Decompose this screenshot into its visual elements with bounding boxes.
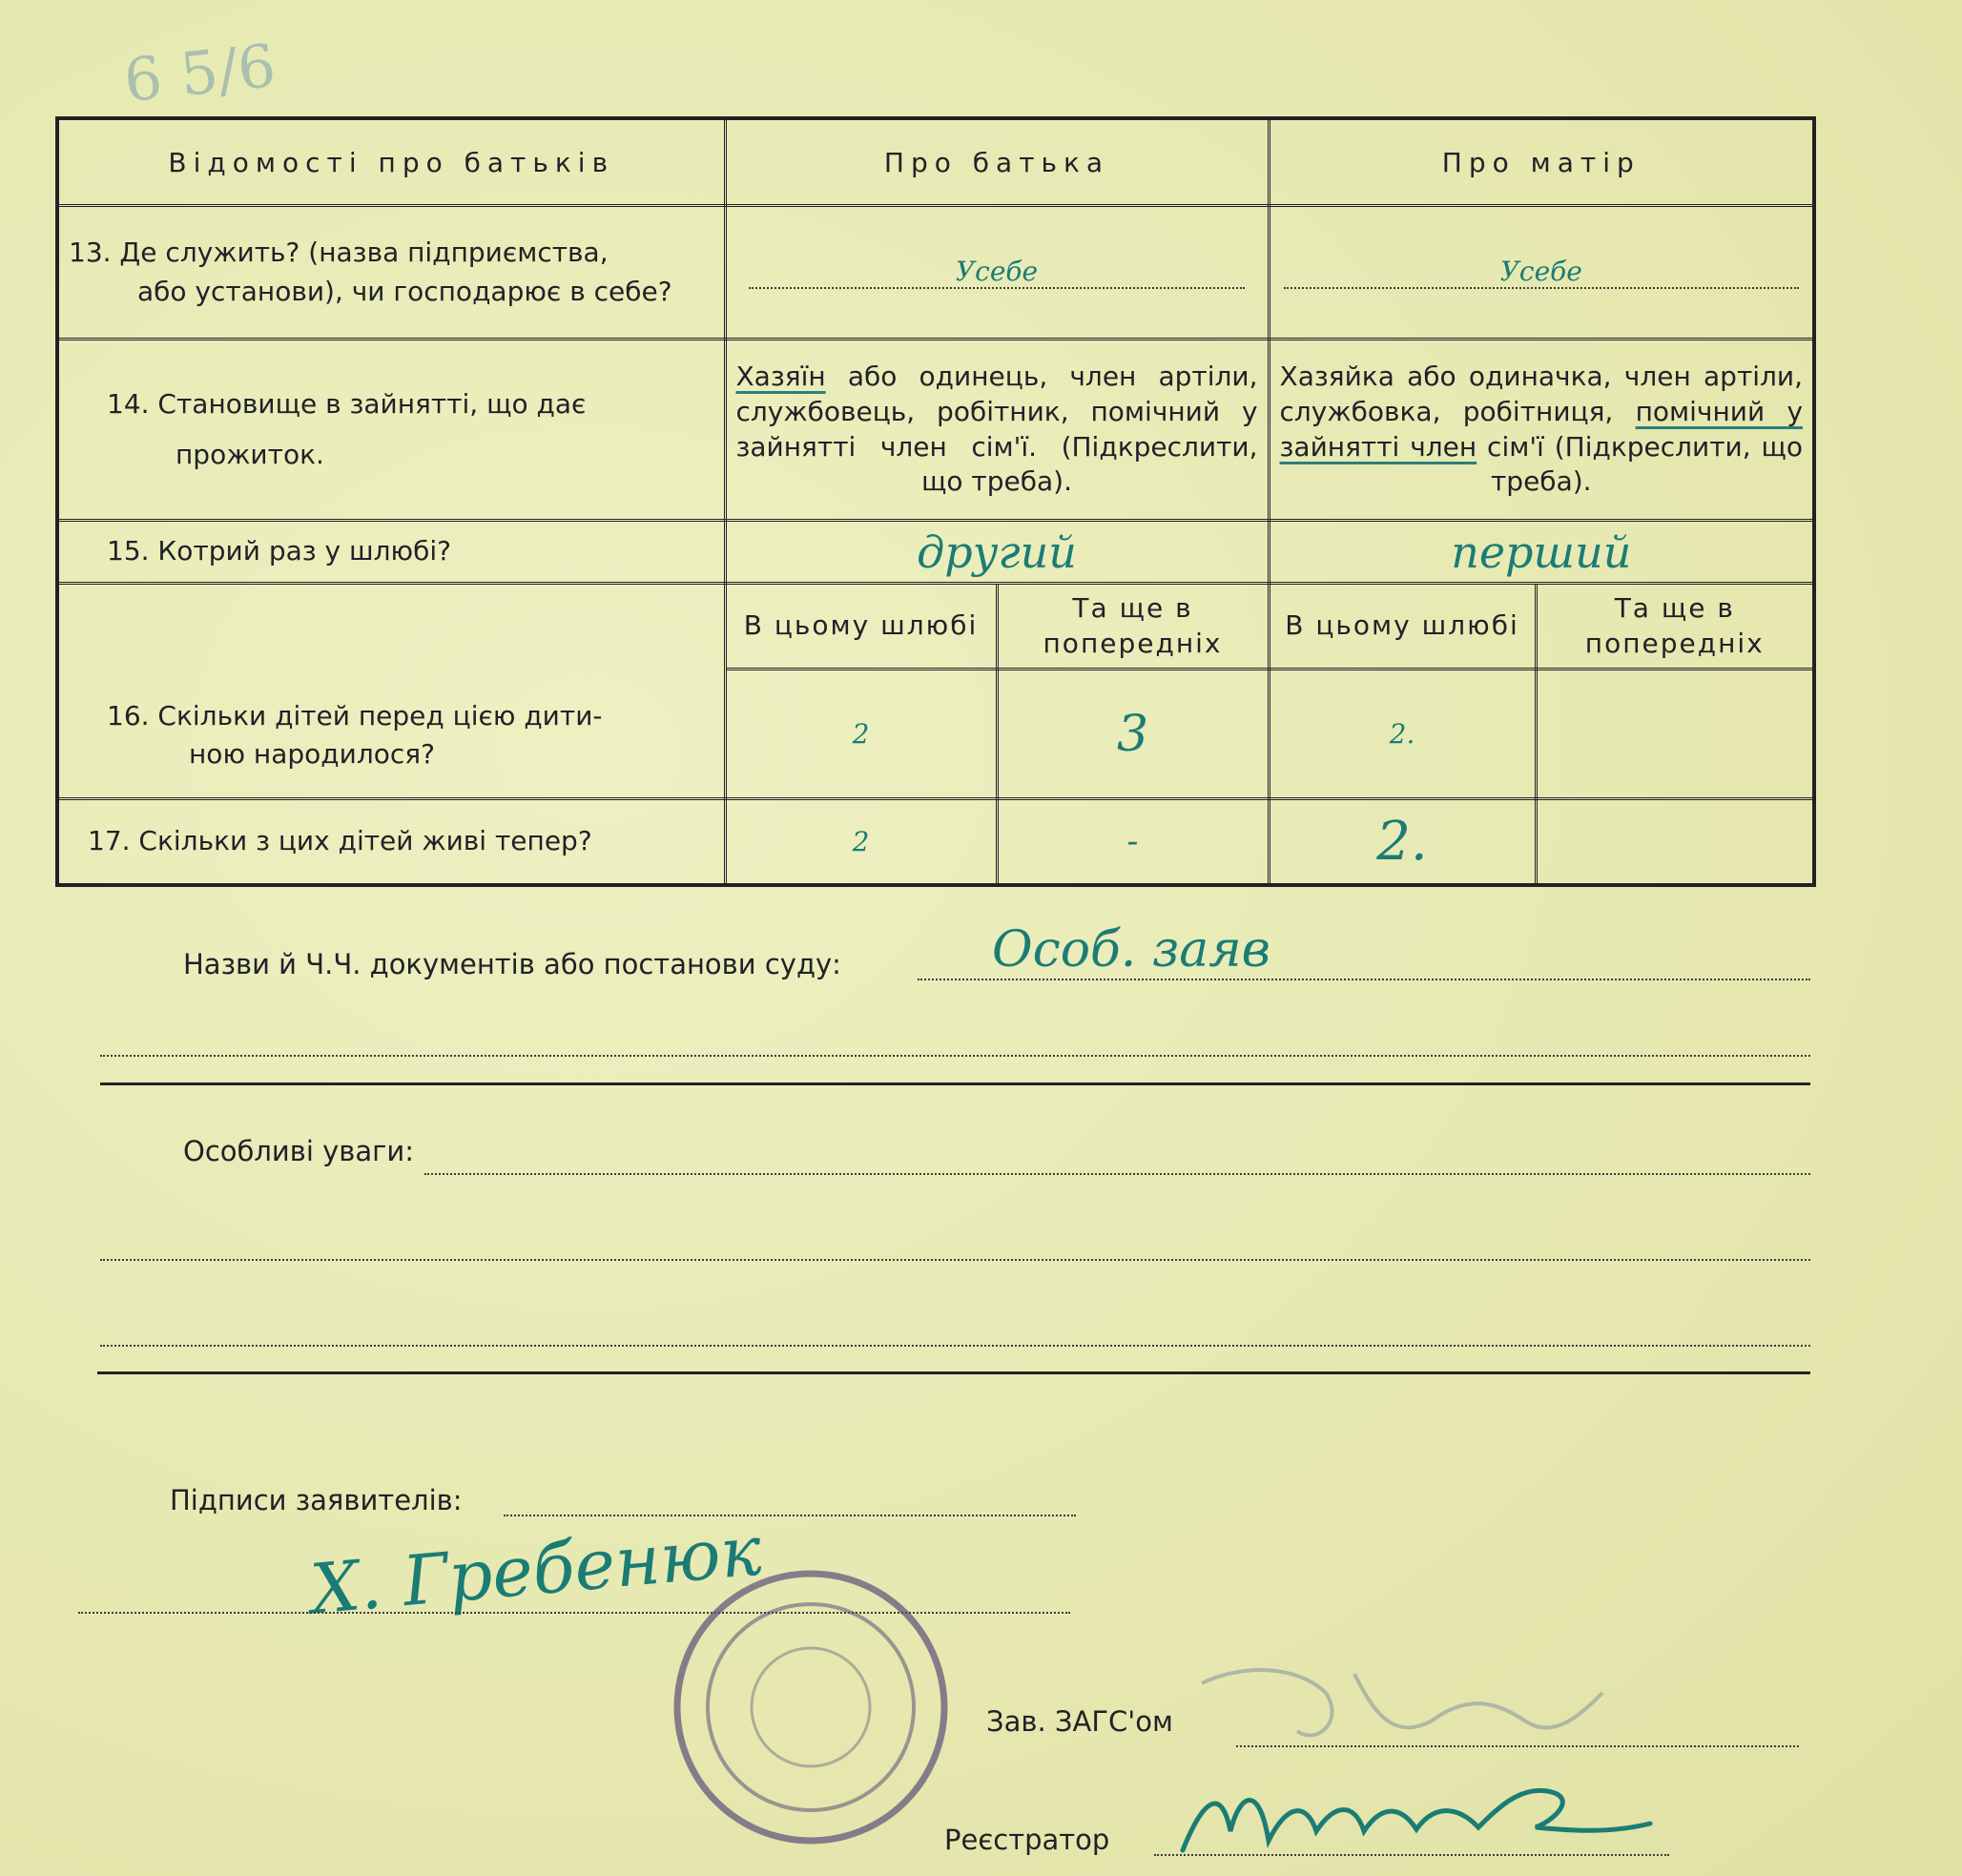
page-number: 6 5/6: [120, 30, 279, 116]
registrar-label: Реєстратор: [944, 1824, 1110, 1856]
q14-father-options: [725, 340, 1269, 521]
remarks-label: Особливі уваги:: [183, 1135, 415, 1167]
q14-father-underlined: Хазяїн: [735, 360, 826, 392]
q13-mother-value: Усебе: [1269, 206, 1814, 340]
row-q17: [57, 799, 1814, 885]
documents-value: Особ. заяв: [992, 921, 1270, 979]
row-q13: [57, 206, 1814, 340]
applicants-signature-label: Підписи заявителів:: [170, 1484, 463, 1516]
q16-mother-this: 2.: [1269, 670, 1536, 799]
q17-label: 17. Скільки з цих дітей живі тепер?: [57, 799, 725, 885]
q13-label: [57, 206, 725, 340]
table-header-row: [57, 118, 1814, 206]
q14-father-rest: або одинець, член артіли, службовець, робітник, помічний у зайнятті член сім'ї. (Підкреслити, що треба).: [735, 360, 1258, 498]
head-signature-icon: [1183, 1655, 1621, 1760]
q16-mother-sub-this: В цьому шлюбі: [1269, 584, 1536, 670]
q16-father-sub-this: В цьому шлюбі: [725, 584, 997, 670]
documents-label: Назви й Ч.Ч. документів або постанови суду:: [183, 948, 841, 980]
q14-mother-underlined: помічний у зайнятті член: [1279, 395, 1804, 463]
q14-label-line1: 14. Становище в зайнятті, що дає: [107, 387, 587, 420]
remarks-separator: [97, 1371, 1810, 1374]
q16-label-line1: 16. Скільки дітей перед цією дити-: [107, 699, 603, 732]
official-stamp: [668, 1564, 954, 1850]
registrar-signature-icon: [1173, 1764, 1669, 1869]
q13-label-line2: або установи), чи господарює в себе?: [137, 275, 672, 307]
header-parents-info: Відомості про батьків: [57, 118, 725, 206]
q17-mother-this: 2.: [1269, 799, 1536, 885]
applicant-signature: Х. Гребенюк: [307, 1510, 765, 1630]
documents-dotted-line: [918, 979, 1810, 980]
parents-info-table: [55, 116, 1816, 887]
remarks-dotted-line-2: [100, 1259, 1810, 1261]
head-label: Зав. ЗАГС'ом: [986, 1705, 1173, 1738]
applicants-dotted-line-1: [504, 1515, 1076, 1516]
q14-label-line2: прожиток.: [176, 438, 324, 470]
q16-mother-sub-prev: Та ще в попередніх: [1536, 584, 1814, 670]
q14-mother-after: сім'ї (Підкреслити, що треба).: [1477, 430, 1804, 498]
documents-dotted-line-2: [100, 1055, 1810, 1057]
remarks-dotted-line-3: [100, 1345, 1810, 1347]
remarks-dotted-line-1: [424, 1173, 1810, 1175]
q14-mother-before: Хазяйка або одиначка, член артіли, службовка, робітниця,: [1279, 360, 1804, 427]
row-q16-subheader: [57, 584, 1814, 670]
documents-separator: [100, 1082, 1810, 1085]
header-father: Про батька: [725, 118, 1269, 206]
q15-label: 15. Котрий раз у шлюбі?: [57, 521, 725, 584]
q17-mother-prev: [1536, 799, 1814, 885]
q16-father-sub-prev: Та ще в попередніх: [997, 584, 1269, 670]
row-q14: [57, 340, 1814, 521]
q15-mother-value: перший: [1269, 521, 1814, 584]
row-q15: [57, 521, 1814, 584]
q16-label-line2: ною народилося?: [189, 738, 435, 771]
q17-father-this: 2: [725, 799, 997, 885]
q16-father-prev: 3: [997, 670, 1269, 799]
q15-father-value: другий: [725, 521, 1269, 584]
q13-label-line1: 13. Де служить? (назва підприємства,: [69, 236, 609, 268]
q17-father-prev: -: [997, 799, 1269, 885]
q16-label: [57, 584, 725, 799]
q13-father-value: Усебе: [725, 206, 1269, 340]
q14-mother-options: [1269, 340, 1814, 521]
q14-label: [57, 340, 725, 521]
header-mother: Про матір: [1269, 118, 1814, 206]
q16-father-this: 2: [725, 670, 997, 799]
q16-mother-prev: [1536, 670, 1814, 799]
